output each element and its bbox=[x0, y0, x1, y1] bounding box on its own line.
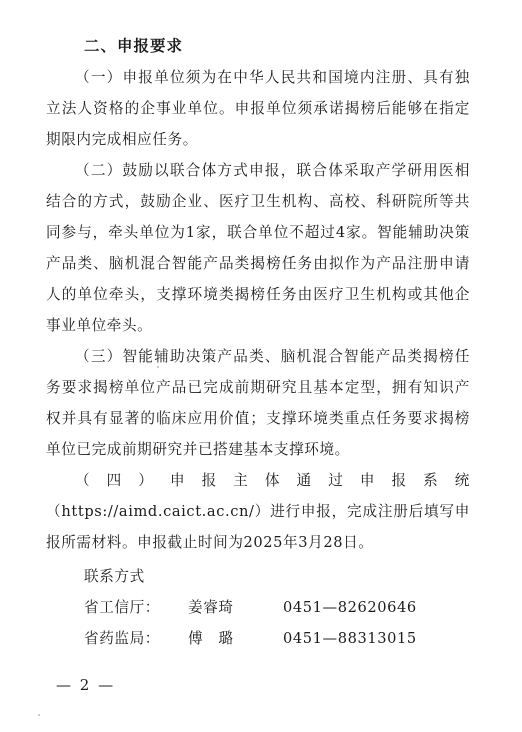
contact-phone: 0451—88313015 bbox=[283, 630, 417, 647]
contact-title: 联系方式 bbox=[84, 568, 145, 585]
paragraph-product-requirements: （三）智能辅助决策产品类、脑机混合智能产品类揭榜任务要求揭榜单位产品已完成前期研究且基本定型，拥有知识产权并具有显著的临床应用价值；支撑环境类重点任务要求揭榜单位已完成前期研究并已搭建基本支撑环境。 bbox=[46, 348, 470, 458]
section-heading: 二、申报要求 bbox=[84, 37, 184, 55]
paragraph-consortium: （二）鼓励以联合体方式申报，联合体采取产学研用医相结合的方式，鼓励企业、医疗卫生机构、高校、科研院所等共同参与，牵头单位为1家，联合单位不超过4家。智能辅助决策产品类、脑机混合智能产品类揭榜任务由拟作为产品注册申请人的单位牵头，支撑环境类揭榜任务由医疗卫生机构或其他企事业单位牵头。 bbox=[46, 162, 470, 334]
scan-speck bbox=[157, 366, 159, 368]
contact-row bbox=[84, 629, 417, 649]
scan-speck bbox=[38, 714, 40, 716]
contact-org: 省工信厅： bbox=[84, 599, 160, 616]
contact-phone: 0451—82620646 bbox=[283, 599, 417, 616]
page-number: — 2 — bbox=[56, 676, 116, 694]
contact-person: 姜睿琦 bbox=[188, 599, 234, 616]
contact-person: 傅 璐 bbox=[188, 630, 234, 647]
paragraph-eligibility: （一）申报单位须为在中华人民共和国境内注册、具有独立法人资格的企事业单位。申报单位须承诺揭榜后能够在指定期限内完成相应任务。 bbox=[46, 69, 470, 148]
contact-row bbox=[84, 598, 417, 618]
paragraph-submission: （四）申报主体通过申报系统（https://aimd.caict.ac.cn/）进行申报，完成注册后填写申报所需材料。申报截止时间为2025年3月28日。 bbox=[46, 472, 470, 551]
contact-org: 省药监局： bbox=[84, 630, 160, 647]
